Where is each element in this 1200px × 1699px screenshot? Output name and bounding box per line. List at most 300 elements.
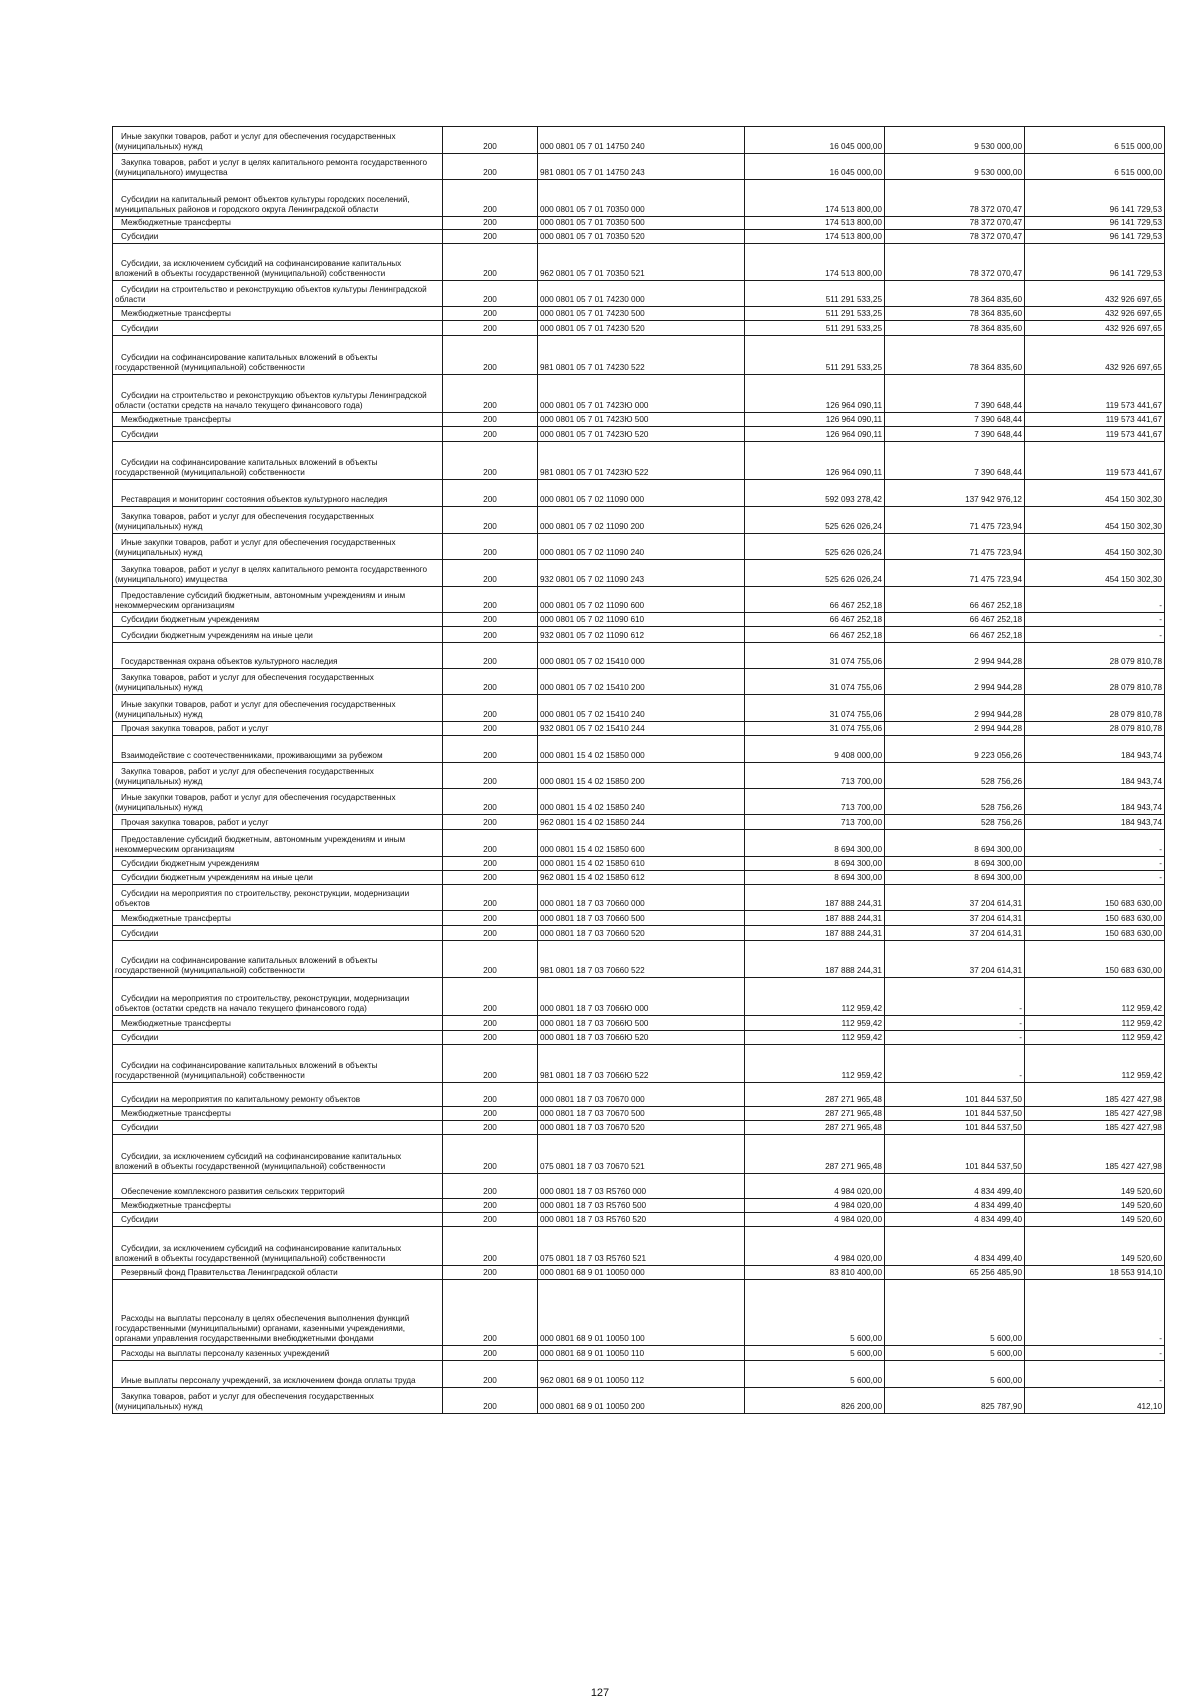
row-budget-code-cell: 000 0801 18 7 03 70660 500 xyxy=(538,911,745,926)
row-unexecuted-amount-cell: 454 150 302,30 xyxy=(1025,480,1165,507)
row-name-cell: Закупка товаров, работ и услуг для обеспечения государственных (муниципальных) нужд xyxy=(113,1388,443,1414)
row-line-code-cell: 200 xyxy=(443,643,538,669)
row-line-code-cell: 200 xyxy=(443,1174,538,1199)
row-budget-code-cell: 962 0801 05 7 01 70350 521 xyxy=(538,244,745,281)
row-unexecuted-amount-cell: 119 573 441,67 xyxy=(1025,442,1165,480)
row-executed-amount-cell: 78 364 835,60 xyxy=(885,321,1025,336)
table-row xyxy=(113,1045,1165,1083)
row-approved-amount-cell: 8 694 300,00 xyxy=(745,871,885,885)
row-approved-amount-cell: 31 074 755,06 xyxy=(745,695,885,722)
table-row xyxy=(113,1107,1165,1121)
row-name-cell: Субсидии на мероприятия по строительству, реконструкции, модернизации объектов (остатки средств на начало текущего финансового года) xyxy=(113,978,443,1016)
row-budget-code-cell: 000 0801 18 7 03 70660 520 xyxy=(538,926,745,941)
row-approved-amount-cell: 525 626 026,24 xyxy=(745,507,885,534)
row-unexecuted-amount-cell: 185 427 427,98 xyxy=(1025,1135,1165,1174)
row-line-code-cell: 200 xyxy=(443,613,538,627)
row-executed-amount-cell: 71 475 723,94 xyxy=(885,560,1025,587)
row-name-cell: Субсидии xyxy=(113,1031,443,1045)
row-executed-amount-cell: 78 364 835,60 xyxy=(885,281,1025,307)
row-line-code-cell: 200 xyxy=(443,911,538,926)
table-row xyxy=(113,480,1165,507)
row-unexecuted-amount-cell: 96 141 729,53 xyxy=(1025,217,1165,230)
row-name-cell: Резервный фонд Правительства Ленинградской области xyxy=(113,1266,443,1280)
table-row xyxy=(113,941,1165,978)
row-approved-amount-cell: 187 888 244,31 xyxy=(745,941,885,978)
table-row xyxy=(113,926,1165,941)
table-row xyxy=(113,180,1165,217)
row-line-code-cell: 200 xyxy=(443,695,538,722)
row-name-cell: Субсидии бюджетным учреждениям xyxy=(113,613,443,627)
row-approved-amount-cell: 112 959,42 xyxy=(745,1045,885,1083)
row-approved-amount-cell: 126 964 090,11 xyxy=(745,375,885,413)
row-unexecuted-amount-cell: 185 427 427,98 xyxy=(1025,1107,1165,1121)
table-row xyxy=(113,978,1165,1016)
row-executed-amount-cell: 8 694 300,00 xyxy=(885,871,1025,885)
row-line-code-cell: 200 xyxy=(443,789,538,815)
row-budget-code-cell: 000 0801 05 7 02 11090 600 xyxy=(538,587,745,613)
row-line-code-cell: 200 xyxy=(443,830,538,857)
row-executed-amount-cell: - xyxy=(885,1031,1025,1045)
row-budget-code-cell: 000 0801 18 7 03 7066Ю 000 xyxy=(538,978,745,1016)
row-approved-amount-cell: 126 964 090,11 xyxy=(745,413,885,427)
row-budget-code-cell: 000 0801 18 7 03 R5760 500 xyxy=(538,1199,745,1213)
row-unexecuted-amount-cell: 119 573 441,67 xyxy=(1025,375,1165,413)
row-name-cell: Субсидии xyxy=(113,1213,443,1227)
table-row xyxy=(113,336,1165,375)
row-unexecuted-amount-cell: 185 427 427,98 xyxy=(1025,1083,1165,1107)
row-line-code-cell: 200 xyxy=(443,587,538,613)
row-line-code-cell: 200 xyxy=(443,217,538,230)
row-executed-amount-cell: 5 600,00 xyxy=(885,1280,1025,1346)
row-approved-amount-cell: 592 093 278,42 xyxy=(745,480,885,507)
row-unexecuted-amount-cell: 150 683 630,00 xyxy=(1025,926,1165,941)
row-line-code-cell: 200 xyxy=(443,336,538,375)
table-body xyxy=(113,127,1165,1414)
row-approved-amount-cell: 511 291 533,25 xyxy=(745,281,885,307)
row-budget-code-cell: 000 0801 15 4 02 15850 610 xyxy=(538,857,745,871)
table-row xyxy=(113,281,1165,307)
row-name-cell: Субсидии xyxy=(113,427,443,442)
row-unexecuted-amount-cell: 184 943,74 xyxy=(1025,763,1165,789)
row-approved-amount-cell: 112 959,42 xyxy=(745,1016,885,1031)
row-budget-code-cell: 000 0801 18 7 03 7066Ю 500 xyxy=(538,1016,745,1031)
row-budget-code-cell: 962 0801 68 9 01 10050 112 xyxy=(538,1361,745,1388)
row-budget-code-cell: 000 0801 18 7 03 70670 500 xyxy=(538,1107,745,1121)
row-budget-code-cell: 075 0801 18 7 03 R5760 521 xyxy=(538,1227,745,1266)
table-row xyxy=(113,885,1165,911)
row-executed-amount-cell: 78 364 835,60 xyxy=(885,336,1025,375)
table-row xyxy=(113,217,1165,230)
row-approved-amount-cell: 126 964 090,11 xyxy=(745,427,885,442)
table-row xyxy=(113,763,1165,789)
row-line-code-cell: 200 xyxy=(443,763,538,789)
row-budget-code-cell: 000 0801 05 7 01 74230 000 xyxy=(538,281,745,307)
table-row xyxy=(113,427,1165,442)
row-unexecuted-amount-cell: 112 959,42 xyxy=(1025,1031,1165,1045)
row-executed-amount-cell: - xyxy=(885,978,1025,1016)
row-budget-code-cell: 000 0801 18 7 03 70670 520 xyxy=(538,1121,745,1135)
row-unexecuted-amount-cell: - xyxy=(1025,857,1165,871)
row-name-cell: Межбюджетные трансферты xyxy=(113,1107,443,1121)
row-line-code-cell: 200 xyxy=(443,815,538,830)
row-executed-amount-cell: 101 844 537,50 xyxy=(885,1135,1025,1174)
row-approved-amount-cell: 31 074 755,06 xyxy=(745,722,885,736)
row-unexecuted-amount-cell: - xyxy=(1025,1346,1165,1361)
table-row xyxy=(113,1266,1165,1280)
table-row xyxy=(113,1083,1165,1107)
row-executed-amount-cell: 37 204 614,31 xyxy=(885,941,1025,978)
table-row xyxy=(113,375,1165,413)
row-unexecuted-amount-cell: 96 141 729,53 xyxy=(1025,180,1165,217)
row-name-cell: Субсидии на софинансирование капитальных вложений в объекты государственной (муниципальной) собственности xyxy=(113,336,443,375)
row-executed-amount-cell: - xyxy=(885,1045,1025,1083)
row-executed-amount-cell: 7 390 648,44 xyxy=(885,413,1025,427)
row-line-code-cell: 200 xyxy=(443,480,538,507)
row-approved-amount-cell: 66 467 252,18 xyxy=(745,587,885,613)
row-unexecuted-amount-cell: 149 520,60 xyxy=(1025,1227,1165,1266)
row-approved-amount-cell: 4 984 020,00 xyxy=(745,1199,885,1213)
row-approved-amount-cell: 287 271 965,48 xyxy=(745,1107,885,1121)
row-approved-amount-cell: 187 888 244,31 xyxy=(745,926,885,941)
row-unexecuted-amount-cell: 150 683 630,00 xyxy=(1025,885,1165,911)
row-executed-amount-cell: 78 372 070,47 xyxy=(885,217,1025,230)
row-line-code-cell: 200 xyxy=(443,413,538,427)
row-name-cell: Расходы на выплаты персоналу в целях обеспечения выполнения функций государственными (муниципальными) органами, казенными учреждениями, органами управления государственными внебюджетными фондами xyxy=(113,1280,443,1346)
row-approved-amount-cell: 66 467 252,18 xyxy=(745,627,885,643)
row-name-cell: Закупка товаров, работ и услуг в целях капитального ремонта государственного (муниципального) имущества xyxy=(113,154,443,180)
row-line-code-cell: 200 xyxy=(443,1346,538,1361)
row-unexecuted-amount-cell: 432 926 697,65 xyxy=(1025,336,1165,375)
table-row xyxy=(113,695,1165,722)
row-budget-code-cell: 000 0801 15 4 02 15850 200 xyxy=(538,763,745,789)
row-executed-amount-cell: 4 834 499,40 xyxy=(885,1227,1025,1266)
row-line-code-cell: 200 xyxy=(443,1388,538,1414)
table-row xyxy=(113,307,1165,321)
row-line-code-cell: 200 xyxy=(443,857,538,871)
table-row xyxy=(113,534,1165,560)
row-unexecuted-amount-cell: - xyxy=(1025,627,1165,643)
row-approved-amount-cell: 83 810 400,00 xyxy=(745,1266,885,1280)
row-name-cell: Иные выплаты персоналу учреждений, за исключением фонда оплаты труда xyxy=(113,1361,443,1388)
row-name-cell: Закупка товаров, работ и услуг для обеспечения государственных (муниципальных) нужд xyxy=(113,507,443,534)
table-row xyxy=(113,722,1165,736)
row-line-code-cell: 200 xyxy=(443,1266,538,1280)
row-approved-amount-cell: 31 074 755,06 xyxy=(745,669,885,695)
row-approved-amount-cell: 112 959,42 xyxy=(745,978,885,1016)
table-row xyxy=(113,736,1165,763)
table-row xyxy=(113,154,1165,180)
table-row xyxy=(113,560,1165,587)
row-approved-amount-cell: 826 200,00 xyxy=(745,1388,885,1414)
row-budget-code-cell: 000 0801 05 7 02 11090 240 xyxy=(538,534,745,560)
row-budget-code-cell: 981 0801 18 7 03 70660 522 xyxy=(538,941,745,978)
row-approved-amount-cell: 525 626 026,24 xyxy=(745,534,885,560)
row-unexecuted-amount-cell: 184 943,74 xyxy=(1025,789,1165,815)
table-row xyxy=(113,1388,1165,1414)
row-executed-amount-cell: 101 844 537,50 xyxy=(885,1083,1025,1107)
row-approved-amount-cell: 5 600,00 xyxy=(745,1361,885,1388)
row-line-code-cell: 200 xyxy=(443,669,538,695)
row-unexecuted-amount-cell: 184 943,74 xyxy=(1025,736,1165,763)
row-approved-amount-cell: 8 694 300,00 xyxy=(745,857,885,871)
row-approved-amount-cell: 16 045 000,00 xyxy=(745,154,885,180)
table-row xyxy=(113,789,1165,815)
row-budget-code-cell: 000 0801 05 7 02 11090 000 xyxy=(538,480,745,507)
row-line-code-cell: 200 xyxy=(443,534,538,560)
row-line-code-cell: 200 xyxy=(443,1280,538,1346)
row-executed-amount-cell: 78 372 070,47 xyxy=(885,230,1025,244)
row-budget-code-cell: 000 0801 68 9 01 10050 110 xyxy=(538,1346,745,1361)
table-row xyxy=(113,871,1165,885)
table-row xyxy=(113,1213,1165,1227)
row-budget-code-cell: 932 0801 05 7 02 11090 243 xyxy=(538,560,745,587)
row-name-cell: Субсидии, за исключением субсидий на софинансирование капитальных вложений в объекты государственной (муниципальной) собственности xyxy=(113,244,443,281)
row-executed-amount-cell: 71 475 723,94 xyxy=(885,534,1025,560)
row-unexecuted-amount-cell: 149 520,60 xyxy=(1025,1199,1165,1213)
row-line-code-cell: 200 xyxy=(443,978,538,1016)
row-executed-amount-cell: 2 994 944,28 xyxy=(885,669,1025,695)
row-name-cell: Субсидии на строительство и реконструкцию объектов культуры Ленинградской области (остатки средств на начало текущего финансового года) xyxy=(113,375,443,413)
row-approved-amount-cell: 174 513 800,00 xyxy=(745,244,885,281)
row-approved-amount-cell: 287 271 965,48 xyxy=(745,1135,885,1174)
row-executed-amount-cell: 4 834 499,40 xyxy=(885,1213,1025,1227)
row-budget-code-cell: 000 0801 15 4 02 15850 240 xyxy=(538,789,745,815)
row-executed-amount-cell: 825 787,90 xyxy=(885,1388,1025,1414)
row-unexecuted-amount-cell: 112 959,42 xyxy=(1025,1045,1165,1083)
row-line-code-cell: 200 xyxy=(443,507,538,534)
row-budget-code-cell: 000 0801 05 7 02 11090 610 xyxy=(538,613,745,627)
table-row xyxy=(113,815,1165,830)
row-name-cell: Субсидии xyxy=(113,1121,443,1135)
row-executed-amount-cell: 4 834 499,40 xyxy=(885,1199,1025,1213)
row-name-cell: Расходы на выплаты персоналу казенных учреждений xyxy=(113,1346,443,1361)
row-name-cell: Субсидии xyxy=(113,321,443,336)
row-line-code-cell: 200 xyxy=(443,885,538,911)
row-executed-amount-cell: 528 756,26 xyxy=(885,789,1025,815)
row-unexecuted-amount-cell: 119 573 441,67 xyxy=(1025,413,1165,427)
row-unexecuted-amount-cell: 149 520,60 xyxy=(1025,1213,1165,1227)
table-row xyxy=(113,669,1165,695)
row-line-code-cell: 200 xyxy=(443,375,538,413)
table-row xyxy=(113,321,1165,336)
budget-table-sheet xyxy=(112,126,1164,1414)
row-budget-code-cell: 000 0801 05 7 01 7423Ю 000 xyxy=(538,375,745,413)
row-line-code-cell: 200 xyxy=(443,1227,538,1266)
row-line-code-cell: 200 xyxy=(443,1199,538,1213)
row-approved-amount-cell: 525 626 026,24 xyxy=(745,560,885,587)
row-budget-code-cell: 932 0801 05 7 02 11090 612 xyxy=(538,627,745,643)
table-row xyxy=(113,413,1165,427)
row-budget-code-cell: 981 0801 05 7 01 7423Ю 522 xyxy=(538,442,745,480)
row-name-cell: Субсидии на софинансирование капитальных вложений в объекты государственной (муниципальной) собственности xyxy=(113,941,443,978)
table-row xyxy=(113,1174,1165,1199)
row-line-code-cell: 200 xyxy=(443,1361,538,1388)
row-name-cell: Субсидии xyxy=(113,926,443,941)
table-row xyxy=(113,627,1165,643)
row-approved-amount-cell: 713 700,00 xyxy=(745,763,885,789)
row-approved-amount-cell: 174 513 800,00 xyxy=(745,230,885,244)
row-executed-amount-cell: 78 372 070,47 xyxy=(885,180,1025,217)
row-approved-amount-cell: 511 291 533,25 xyxy=(745,307,885,321)
row-name-cell: Закупка товаров, работ и услуг для обеспечения государственных (муниципальных) нужд xyxy=(113,763,443,789)
row-unexecuted-amount-cell: 6 515 000,00 xyxy=(1025,127,1165,154)
row-name-cell: Взаимодействие с соотечественниками, проживающими за рубежом xyxy=(113,736,443,763)
row-executed-amount-cell: 528 756,26 xyxy=(885,763,1025,789)
row-line-code-cell: 200 xyxy=(443,321,538,336)
row-unexecuted-amount-cell: 150 683 630,00 xyxy=(1025,941,1165,978)
row-line-code-cell: 200 xyxy=(443,180,538,217)
row-approved-amount-cell: 9 408 000,00 xyxy=(745,736,885,763)
page-number: 127 xyxy=(590,1687,610,1699)
row-executed-amount-cell: 4 834 499,40 xyxy=(885,1174,1025,1199)
row-executed-amount-cell: 8 694 300,00 xyxy=(885,857,1025,871)
row-budget-code-cell: 000 0801 18 7 03 70660 000 xyxy=(538,885,745,911)
row-line-code-cell: 200 xyxy=(443,1083,538,1107)
row-unexecuted-amount-cell: - xyxy=(1025,1361,1165,1388)
row-line-code-cell: 200 xyxy=(443,154,538,180)
row-budget-code-cell: 000 0801 68 9 01 10050 000 xyxy=(538,1266,745,1280)
row-line-code-cell: 200 xyxy=(443,722,538,736)
row-unexecuted-amount-cell: 28 079 810,78 xyxy=(1025,669,1165,695)
row-line-code-cell: 200 xyxy=(443,871,538,885)
row-line-code-cell: 200 xyxy=(443,627,538,643)
row-approved-amount-cell: 174 513 800,00 xyxy=(745,180,885,217)
row-name-cell: Субсидии xyxy=(113,230,443,244)
row-budget-code-cell: 000 0801 05 7 01 70350 500 xyxy=(538,217,745,230)
row-line-code-cell: 200 xyxy=(443,244,538,281)
row-name-cell: Предоставление субсидий бюджетным, автономным учреждениям и иным некоммерческим организациям xyxy=(113,587,443,613)
row-name-cell: Субсидии на мероприятия по капитальному ремонту объектов xyxy=(113,1083,443,1107)
row-unexecuted-amount-cell: 18 553 914,10 xyxy=(1025,1266,1165,1280)
row-name-cell: Межбюджетные трансферты xyxy=(113,911,443,926)
row-budget-code-cell: 981 0801 05 7 01 14750 243 xyxy=(538,154,745,180)
row-executed-amount-cell: 9 530 000,00 xyxy=(885,154,1025,180)
row-name-cell: Иные закупки товаров, работ и услуг для обеспечения государственных (муниципальных) нужд xyxy=(113,127,443,154)
row-executed-amount-cell: 8 694 300,00 xyxy=(885,830,1025,857)
row-unexecuted-amount-cell: 96 141 729,53 xyxy=(1025,230,1165,244)
table-row xyxy=(113,1227,1165,1266)
row-approved-amount-cell: 112 959,42 xyxy=(745,1031,885,1045)
row-budget-code-cell: 000 0801 05 7 01 7423Ю 520 xyxy=(538,427,745,442)
row-line-code-cell: 200 xyxy=(443,127,538,154)
row-unexecuted-amount-cell: 6 515 000,00 xyxy=(1025,154,1165,180)
row-name-cell: Межбюджетные трансферты xyxy=(113,413,443,427)
row-budget-code-cell: 000 0801 05 7 02 11090 200 xyxy=(538,507,745,534)
row-approved-amount-cell: 713 700,00 xyxy=(745,815,885,830)
table-row xyxy=(113,643,1165,669)
row-name-cell: Субсидии, за исключением субсидий на софинансирование капитальных вложений в объекты государственной (муниципальной) собственности xyxy=(113,1227,443,1266)
row-budget-code-cell: 000 0801 05 7 01 14750 240 xyxy=(538,127,745,154)
row-approved-amount-cell: 4 984 020,00 xyxy=(745,1213,885,1227)
row-name-cell: Межбюджетные трансферты xyxy=(113,1016,443,1031)
row-name-cell: Обеспечение комплексного развития сельских территорий xyxy=(113,1174,443,1199)
row-line-code-cell: 200 xyxy=(443,1121,538,1135)
row-budget-code-cell: 000 0801 05 7 01 70350 000 xyxy=(538,180,745,217)
table-row xyxy=(113,1361,1165,1388)
row-unexecuted-amount-cell: 432 926 697,65 xyxy=(1025,321,1165,336)
row-unexecuted-amount-cell: - xyxy=(1025,830,1165,857)
row-budget-code-cell: 000 0801 18 7 03 70670 000 xyxy=(538,1083,745,1107)
row-name-cell: Субсидии на софинансирование капитальных вложений в объекты государственной (муниципальной) собственности xyxy=(113,1045,443,1083)
row-approved-amount-cell: 4 984 020,00 xyxy=(745,1174,885,1199)
row-line-code-cell: 200 xyxy=(443,926,538,941)
table-row xyxy=(113,1199,1165,1213)
row-name-cell: Иные закупки товаров, работ и услуг для обеспечения государственных (муниципальных) нужд xyxy=(113,695,443,722)
row-line-code-cell: 200 xyxy=(443,1016,538,1031)
row-approved-amount-cell: 8 694 300,00 xyxy=(745,830,885,857)
row-budget-code-cell: 962 0801 15 4 02 15850 244 xyxy=(538,815,745,830)
table-row xyxy=(113,1280,1165,1346)
row-budget-code-cell: 962 0801 15 4 02 15850 612 xyxy=(538,871,745,885)
row-budget-code-cell: 000 0801 15 4 02 15850 600 xyxy=(538,830,745,857)
row-executed-amount-cell: 7 390 648,44 xyxy=(885,442,1025,480)
row-unexecuted-amount-cell: - xyxy=(1025,1280,1165,1346)
row-unexecuted-amount-cell: 149 520,60 xyxy=(1025,1174,1165,1199)
row-name-cell: Иные закупки товаров, работ и услуг для обеспечения государственных (муниципальных) нужд xyxy=(113,534,443,560)
row-name-cell: Закупка товаров, работ и услуг для обеспечения государственных (муниципальных) нужд xyxy=(113,669,443,695)
table-row xyxy=(113,1346,1165,1361)
table-row xyxy=(113,830,1165,857)
row-unexecuted-amount-cell: 96 141 729,53 xyxy=(1025,244,1165,281)
row-approved-amount-cell: 713 700,00 xyxy=(745,789,885,815)
row-approved-amount-cell: 5 600,00 xyxy=(745,1280,885,1346)
row-executed-amount-cell: - xyxy=(885,1016,1025,1031)
row-line-code-cell: 200 xyxy=(443,1031,538,1045)
row-name-cell: Прочая закупка товаров, работ и услуг xyxy=(113,815,443,830)
row-name-cell: Прочая закупка товаров, работ и услуг xyxy=(113,722,443,736)
row-line-code-cell: 200 xyxy=(443,736,538,763)
row-line-code-cell: 200 xyxy=(443,427,538,442)
row-unexecuted-amount-cell: 28 079 810,78 xyxy=(1025,722,1165,736)
row-executed-amount-cell: 2 994 944,28 xyxy=(885,722,1025,736)
row-name-cell: Субсидии на строительство и реконструкцию объектов культуры Ленинградской области xyxy=(113,281,443,307)
row-line-code-cell: 200 xyxy=(443,307,538,321)
row-line-code-cell: 200 xyxy=(443,442,538,480)
row-budget-code-cell: 000 0801 18 7 03 7066Ю 520 xyxy=(538,1031,745,1045)
row-budget-code-cell: 000 0801 05 7 02 15410 240 xyxy=(538,695,745,722)
row-executed-amount-cell: 78 364 835,60 xyxy=(885,307,1025,321)
row-line-code-cell: 200 xyxy=(443,560,538,587)
row-budget-code-cell: 000 0801 05 7 01 7423Ю 500 xyxy=(538,413,745,427)
row-unexecuted-amount-cell: 28 079 810,78 xyxy=(1025,643,1165,669)
row-unexecuted-amount-cell: 432 926 697,65 xyxy=(1025,307,1165,321)
row-executed-amount-cell: 37 204 614,31 xyxy=(885,885,1025,911)
row-unexecuted-amount-cell: 150 683 630,00 xyxy=(1025,911,1165,926)
row-name-cell: Предоставление субсидий бюджетным, автономным учреждениям и иным некоммерческим организациям xyxy=(113,830,443,857)
row-unexecuted-amount-cell: 119 573 441,67 xyxy=(1025,427,1165,442)
row-approved-amount-cell: 4 984 020,00 xyxy=(745,1227,885,1266)
row-budget-code-cell: 000 0801 18 7 03 R5760 000 xyxy=(538,1174,745,1199)
row-executed-amount-cell: 37 204 614,31 xyxy=(885,926,1025,941)
row-executed-amount-cell: 528 756,26 xyxy=(885,815,1025,830)
row-executed-amount-cell: 137 942 976,12 xyxy=(885,480,1025,507)
row-executed-amount-cell: 78 372 070,47 xyxy=(885,244,1025,281)
row-line-code-cell: 200 xyxy=(443,281,538,307)
row-budget-code-cell: 981 0801 05 7 01 74230 522 xyxy=(538,336,745,375)
row-approved-amount-cell: 187 888 244,31 xyxy=(745,885,885,911)
row-name-cell: Субсидии, за исключением субсидий на софинансирование капитальных вложений в объекты государственной (муниципальной) собственности xyxy=(113,1135,443,1174)
row-budget-code-cell: 000 0801 18 7 03 R5760 520 xyxy=(538,1213,745,1227)
row-approved-amount-cell: 5 600,00 xyxy=(745,1346,885,1361)
row-name-cell: Субсидии бюджетным учреждениям на иные цели xyxy=(113,627,443,643)
row-approved-amount-cell: 174 513 800,00 xyxy=(745,217,885,230)
row-name-cell: Межбюджетные трансферты xyxy=(113,307,443,321)
row-budget-code-cell: 000 0801 05 7 01 74230 520 xyxy=(538,321,745,336)
table-row xyxy=(113,442,1165,480)
row-unexecuted-amount-cell: 28 079 810,78 xyxy=(1025,695,1165,722)
table-row xyxy=(113,857,1165,871)
row-name-cell: Субсидии на мероприятия по строительству, реконструкции, модернизации объектов xyxy=(113,885,443,911)
